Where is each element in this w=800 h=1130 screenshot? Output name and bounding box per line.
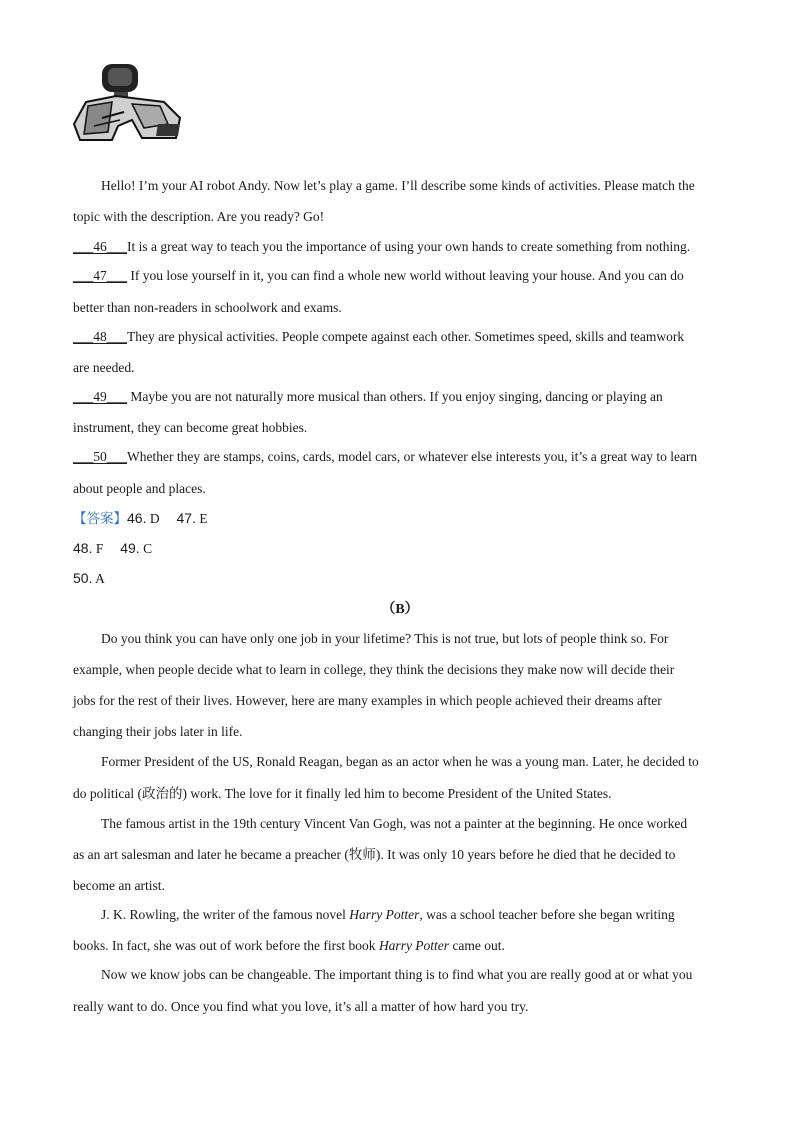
passage-line [73, 937, 505, 955]
question-47 [73, 267, 684, 285]
answer-value: C [139, 541, 153, 556]
section-b-heading: （B） [381, 602, 419, 617]
intro-line-1: Hello! I’m your AI robot Andy. Now let’s play a game. I’ll describe some kinds of activities. Please match the [101, 178, 695, 193]
answer-number: 50. [73, 570, 93, 586]
answer-number: 48. [73, 540, 93, 556]
answer-number: 47. [176, 510, 196, 526]
intro-line-2: topic with the description. Are you ready? Go! [73, 209, 325, 224]
passage-line: as an art salesman and later he became a preacher (牧师). It was only 10 years before he died that he decided to [73, 847, 676, 862]
passage-line: do political (政治的) work. The love for it finally led him to become President of the United States. [73, 786, 612, 801]
question-48 [73, 328, 684, 346]
passage-text: came out. [449, 938, 505, 953]
question-50-cont: about people and places. [73, 481, 206, 496]
question-text: Maybe you are not naturally more musical than others. If you enjoy singing, dancing or playing an [127, 389, 663, 404]
answer-line-3 [73, 569, 105, 588]
answer-blank-48[interactable]: ___48___ [73, 329, 127, 344]
passage-line: Do you think you can have only one job in your lifetime? This is not true, but lots of people think so. For [101, 631, 669, 646]
answer-blank-46[interactable]: ___46___ [73, 239, 127, 254]
answer-line-2 [73, 539, 152, 558]
answer-number: 49. [120, 540, 140, 556]
question-47-cont: better than non-readers in schoolwork and exams. [73, 300, 342, 315]
passage-line: Former President of the US, Ronald Reagan, began as an actor when he was a young man. Later, he decided to [101, 754, 699, 769]
passage-text: books. In fact, she was out of work before the first book [73, 938, 379, 953]
question-50 [73, 448, 697, 466]
answer-value: F [92, 541, 104, 556]
passage-text: , was a school teacher before she began writing [419, 907, 675, 922]
question-46 [73, 238, 690, 256]
question-49 [73, 388, 663, 406]
question-49-cont: instrument, they can become great hobbies. [73, 420, 308, 435]
answer-blank-49[interactable]: ___49___ [73, 389, 127, 404]
question-text: They are physical activities. People compete against each other. Sometimes speed, skills and teamwork [127, 329, 685, 344]
answer-number: 46. [127, 510, 147, 526]
answer-value: D [146, 511, 160, 526]
question-text: It is a great way to teach you the importance of using your own hands to create something from nothing. [127, 239, 691, 254]
answer-blank-50[interactable]: ___50___ [73, 449, 127, 464]
robot-illustration [72, 62, 184, 144]
passage-line: The famous artist in the 19th century Vincent Van Gogh, was not a painter at the beginning. He once worked [101, 816, 688, 831]
question-48-cont: are needed. [73, 360, 135, 375]
passage-line: changing their jobs later in life. [73, 724, 243, 739]
passage-line: become an artist. [73, 878, 165, 893]
book-title: Harry Potter [349, 907, 420, 922]
passage-text: J. K. Rowling, the writer of the famous novel [101, 907, 350, 922]
question-text: Whether they are stamps, coins, cards, model cars, or whatever else interests you, it’s a great way to learn [127, 449, 698, 464]
answer-value: A [92, 571, 105, 586]
question-text: If you lose yourself in it, you can find a whole new world without leaving your house. And you can do [127, 268, 684, 283]
answer-blank-47[interactable]: ___47___ [73, 268, 127, 283]
passage-line: really want to do. Once you find what you love, it’s all a matter of how hard you try. [73, 999, 529, 1014]
passage-line: Now we know jobs can be changeable. The important thing is to find what you are really good at or what you [101, 967, 693, 982]
answer-value: E [195, 511, 208, 526]
answer-line-1 [73, 509, 208, 528]
passage-line [101, 906, 675, 924]
passage-line: example, when people decide what to learn in college, they think the decisions they make now will decide their [73, 662, 675, 677]
answer-tag: 【答案】 [73, 511, 127, 526]
book-title: Harry Potter [378, 938, 450, 953]
passage-line: jobs for the rest of their lives. However, here are many examples in which people achieved their dreams after [73, 693, 662, 708]
